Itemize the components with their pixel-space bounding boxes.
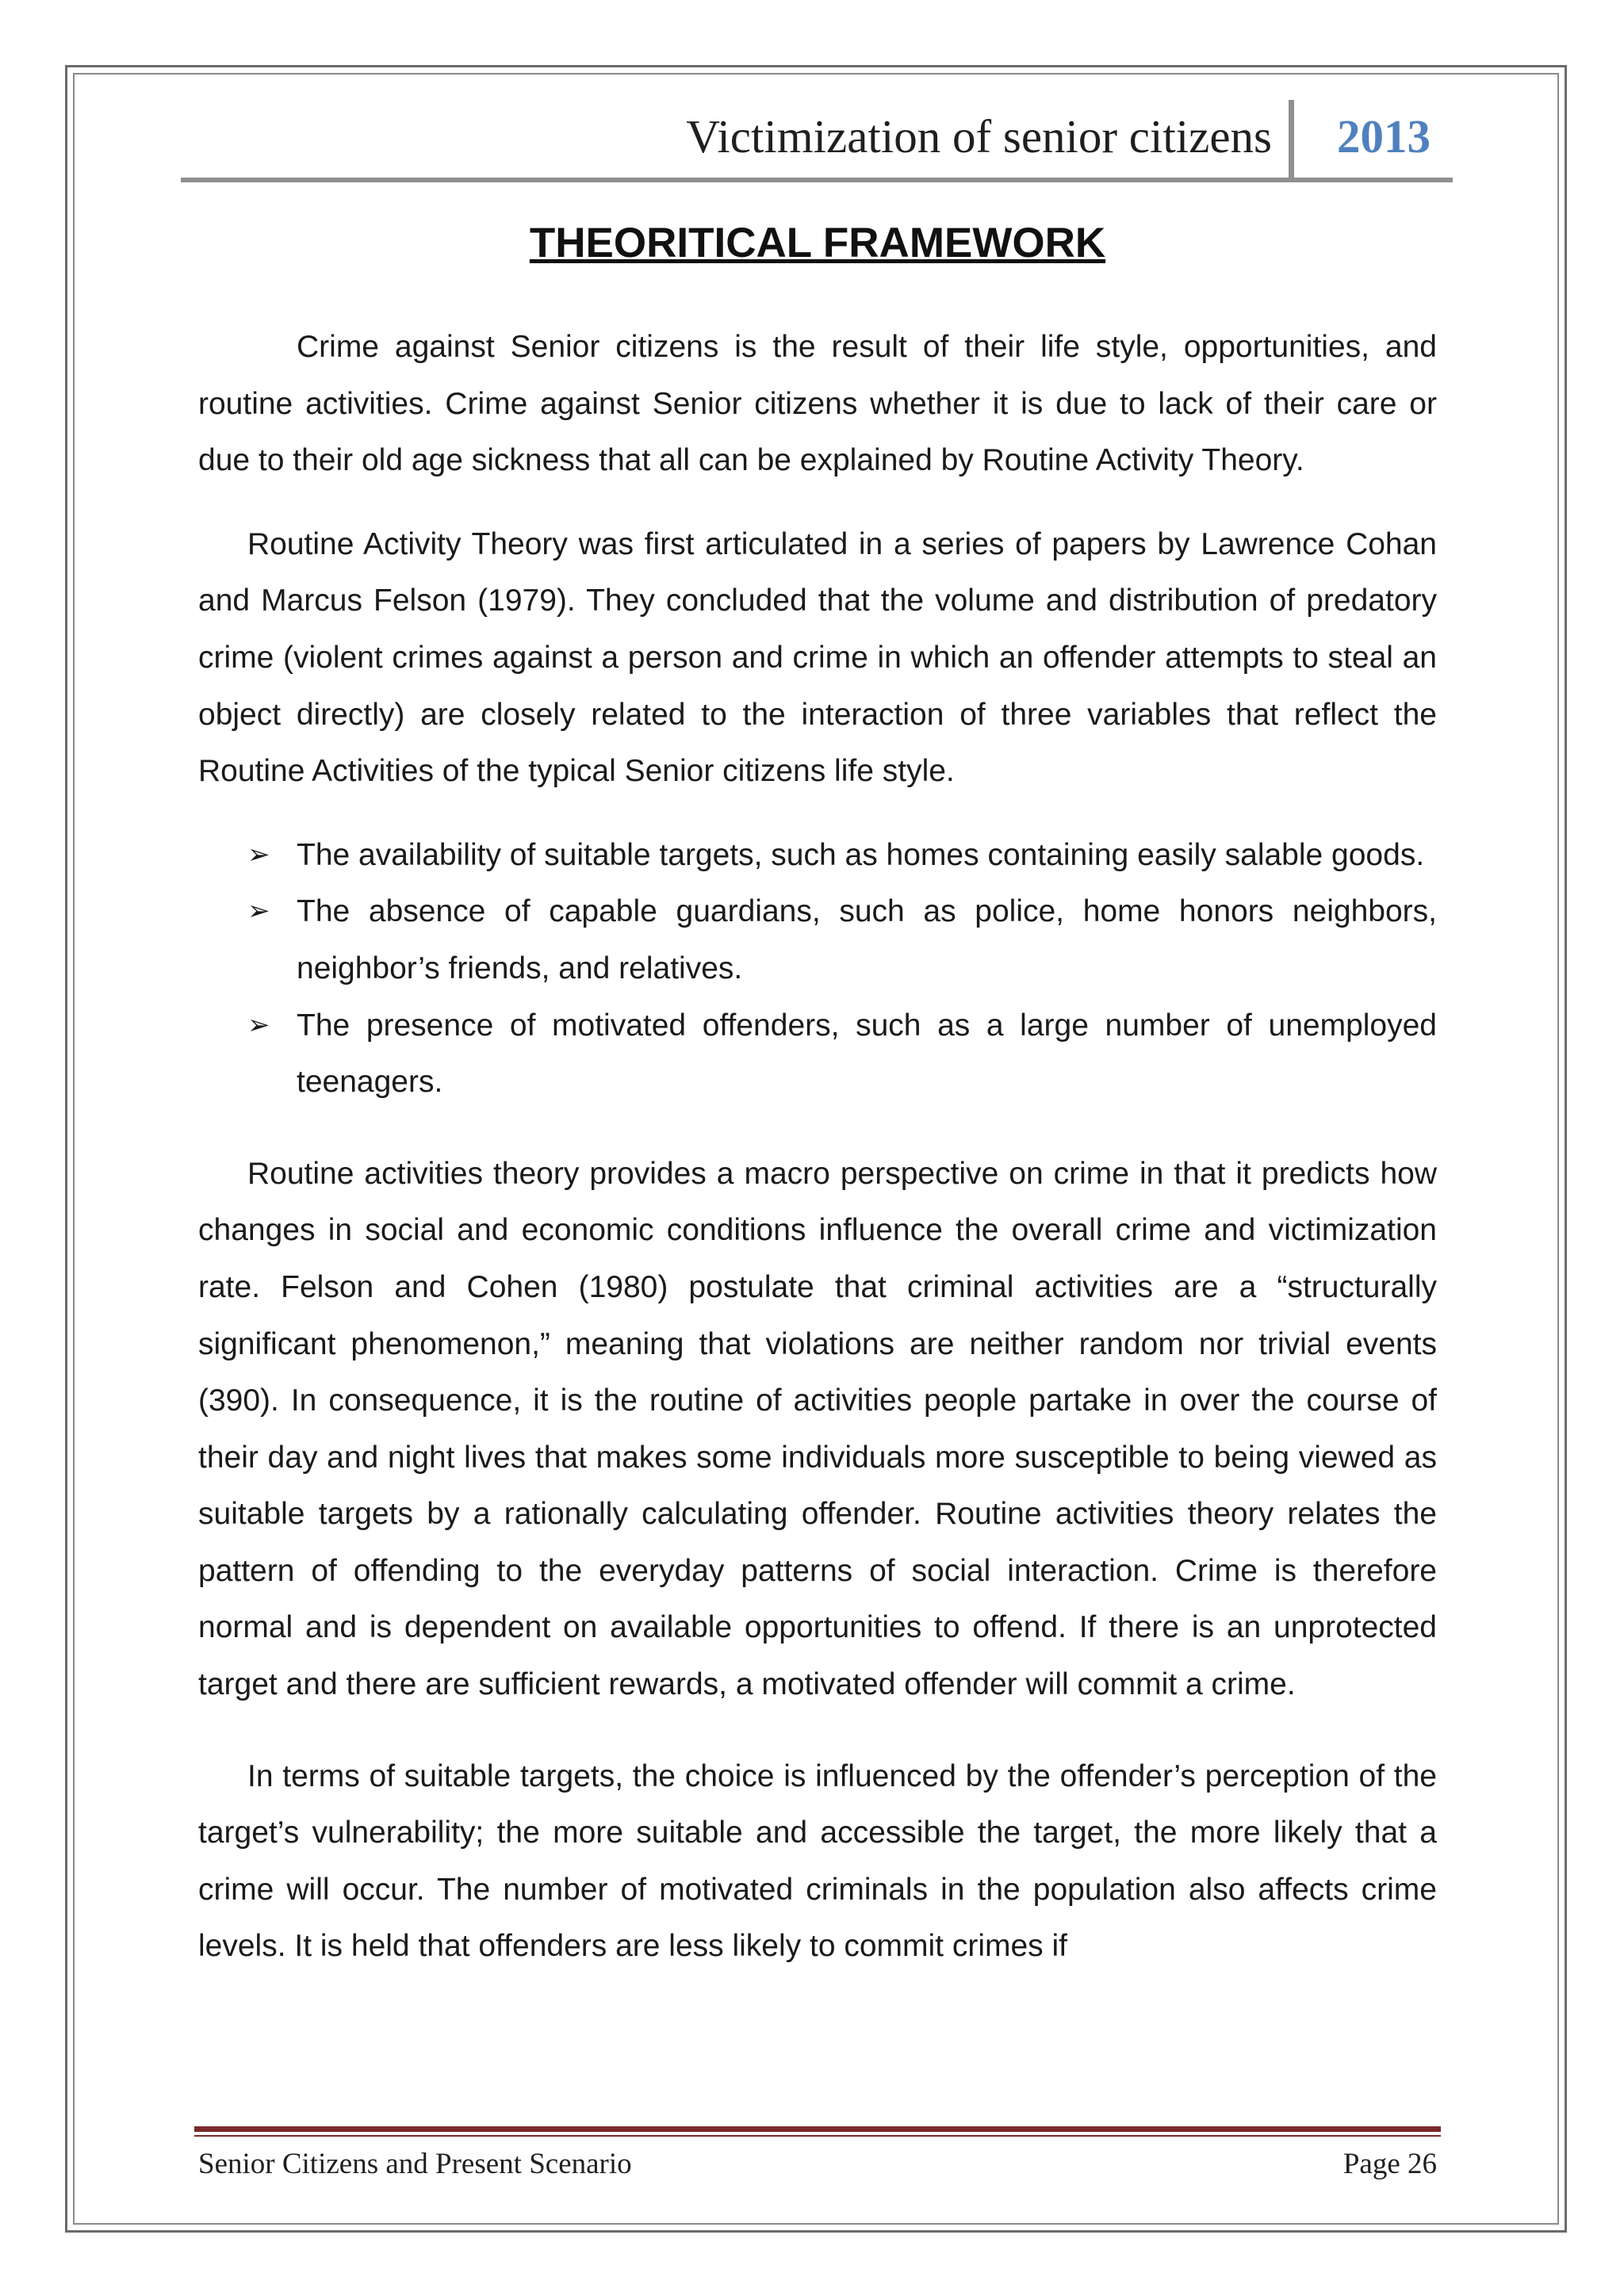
document-body (198, 319, 1437, 1975)
paragraph-intro: Crime against Senior citizens is the result of their life style, opportunities, and routine activities. Crime against Senior citizens whether it is due to lack of their care or due to their old age sickness that all can be explained by Routine Activity Theory. (198, 330, 1437, 478)
header-year: 2013 (1337, 110, 1431, 163)
list-item (198, 997, 1437, 1111)
list-item-text: The presence of motivated offenders, such as a large number of unemployed teenagers. (297, 1008, 1437, 1100)
arrow-bullet-icon: ➢ (247, 839, 270, 870)
paragraph-routine-activity-theory: Routine Activity Theory was first articulated in a series of papers by Lawrence Cohan and Marcus Felson (1979). They concluded that the volume and distribution of predatory crime (violent crimes against a person and crime in which an offender attempts to steal an object directly) are closely related to the interaction of three variables that reflect the Routine Activities of the typical Senior citizens life style. (198, 526, 1437, 789)
paragraph-suitable-targets: In terms of suitable targets, the choice is influenced by the offender’s perception of the target’s vulnerability; the more suitable and accessible the target, the more likely that a crime will occur. The number of motivated criminals in the population also affects crime levels. It is held that offenders are less likely to commit crimes if (198, 1758, 1437, 1964)
header-divider (1289, 100, 1294, 181)
arrow-bullet-icon: ➢ (247, 896, 270, 927)
bullet-list (198, 827, 1437, 1111)
list-item (198, 883, 1437, 997)
footer-document-title: Senior Citizens and Present Scenario (198, 2148, 632, 2180)
header-rule (181, 178, 1453, 182)
list-item-text: The absence of capable guardians, such as police, home honors neighbors, neighbor’s friends, and relatives. (297, 894, 1437, 985)
list-item (198, 827, 1437, 884)
footer-rule-thin (194, 2135, 1441, 2137)
footer-page-number: Page 26 (1342, 2148, 1437, 2180)
header-title: Victimization of senior citizens (686, 110, 1272, 163)
arrow-bullet-icon: ➢ (247, 1009, 270, 1040)
page-title: THEORITICAL FRAMEWORK (529, 220, 1106, 266)
paragraph-macro-perspective: Routine activities theory provides a macro perspective on crime in that it predicts how changes in social and economic conditions influence the overall crime and victimization rate. Felson and Cohen (1980) postulate that criminal activities are a “structurally significant phenomenon,” meaning that violations are neither random nor trivial events (390). In consequence, it is the routine of activities people partake in over the course of their day and night lives that makes some individuals more susceptible to being viewed as suitable targets by a rationally calculating offender. Routine activities theory relates the pattern of offending to the everyday patterns of social interaction. Crime is therefore normal and is dependent on available opportunities to offend. If there is an unprotected target and there are sufficient rewards, a motivated offender will commit a crime. (198, 1156, 1437, 1702)
page-header (181, 94, 1453, 182)
list-item-text: The availability of suitable targets, such as homes containing easily salable goods. (297, 837, 1425, 872)
footer-rule (194, 2126, 1441, 2132)
